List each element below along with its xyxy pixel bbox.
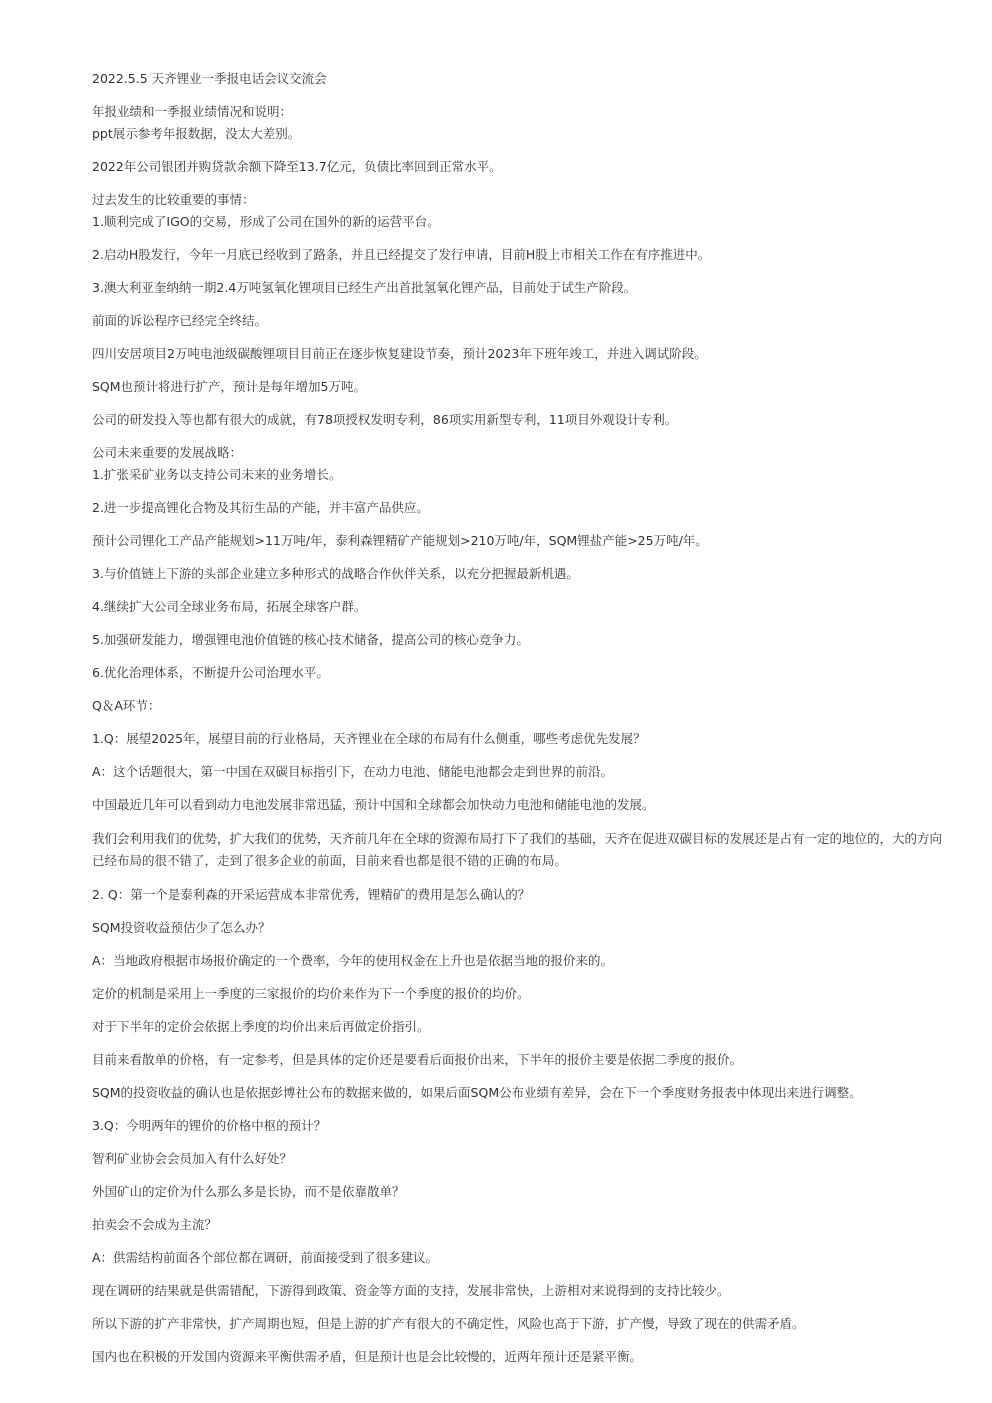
answer: 所以下游的扩产非常快，扩产周期也短，但是上游的扩产有很大的不确定性，风险也高于下游，扩产慢，导致了现在的供需矛盾。 <box>92 1316 805 1331</box>
paragraph: 公司的研发投入等也都有很大的成就，有78项授权发明专利，86项实用新型专利，11项目外观设计专利。 <box>92 412 678 427</box>
section-heading: Q＆A环节： <box>92 698 161 713</box>
document-title: 2022.5.5 天齐锂业一季报电话会议交流会 <box>92 71 327 86</box>
question: 2. Q：第一个是泰利森的开采运营成本非常优秀，锂精矿的费用是怎么确认的？ <box>92 887 531 902</box>
paragraph: 4.继续扩大公司全球业务布局，拓展全球客户群。 <box>92 599 367 614</box>
answer: 对于下半年的定价会依据上季度的均价出来后再做定价指引。 <box>92 1019 430 1034</box>
answer: SQM的投资收益的确认也是依据彭博社公布的数据来做的，如果后面SQM公布业绩有差异，会在下一个季度财务报表中体现出来进行调整。 <box>92 1085 862 1100</box>
answer: 我们会利用我们的优势，扩大我们的优势，天齐前几年在全球的资源布局打下了我们的基础，天齐在促进双碳目标的发展还是占有一定的地位的，大的方向已经布局的很不错了，走到了很多企业的前面，目前来看也都是很不错的正确的布局。 <box>92 831 943 868</box>
answer: A：当地政府根据市场报价确定的一个费率，今年的使用权金在上升也是依据当地的报价来的。 <box>92 953 614 968</box>
question: 3.Q：今明两年的锂价的价格中枢的预计？ <box>92 1118 327 1133</box>
paragraph: 前面的诉讼程序已经完全终结。 <box>92 313 268 328</box>
question: 外国矿山的定价为什么那么多是长协，而不是依靠散单？ <box>92 1184 405 1199</box>
answer: A：这个话题很大，第一中国在双碳目标指引下，在动力电池、储能电池都会走到世界的前沿。 <box>92 764 614 779</box>
paragraph: 1.顺利完成了IGO的交易，形成了公司在国外的新的运营平台。 <box>92 214 440 229</box>
paragraph: 四川安居项目2万吨电池级碳酸锂项目目前正在逐步恢复建设节奏，预计2023年下班年竣工，并进入调试阶段。 <box>92 346 707 361</box>
paragraph: 2022年公司银团并购贷款余额下降至13.7亿元，负债比率回到正常水平。 <box>92 159 502 174</box>
question: SQM投资收益预估少了怎么办？ <box>92 920 271 935</box>
question: 智利矿业协会会员加入有什么好处？ <box>92 1151 293 1166</box>
question: 拍卖会不会成为主流？ <box>92 1217 218 1232</box>
answer: 目前来看散单的价格，有一定参考，但是具体的定价还是要看后面报价出来，下半年的报价主要是依据二季度的报价。 <box>92 1052 743 1067</box>
paragraph: 5.加强研发能力，增强锂电池价值链的核心技术储备，提高公司的核心竞争力。 <box>92 632 529 647</box>
paragraph: 3.澳大利亚奎纳纳一期2.4万吨氢氧化锂项目已经生产出首批氢氧化锂产品，目前处于试生产阶段。 <box>92 280 637 295</box>
paragraph: 1.扩张采矿业务以支持公司未来的业务增长。 <box>92 467 342 482</box>
section-heading: 公司未来重要的发展战略： <box>92 445 243 460</box>
document-body <box>92 69 952 1367</box>
paragraph: 预计公司锂化工产品产能规划>11万吨/年，泰利森锂精矿产能规划>210万吨/年，SQM锂盐产能>25万吨/年。 <box>92 533 708 548</box>
paragraph: 3.与价值链上下游的头部企业建立多种形式的战略合作伙伴关系，以充分把握最新机遇。 <box>92 566 579 581</box>
answer: A：供需结构前面各个部位都在调研，前面接受到了很多建议。 <box>92 1250 439 1265</box>
section-heading: 年报业绩和一季报业绩情况和说明： <box>92 104 293 119</box>
paragraph: 2.进一步提高锂化合物及其衍生品的产能，并丰富产品供应。 <box>92 500 429 515</box>
paragraph: SQM也预计将进行扩产，预计是每年增加5万吨。 <box>92 379 367 394</box>
paragraph: 6.优化治理体系，不断提升公司治理水平。 <box>92 665 329 680</box>
answer: 现在调研的结果就是供需错配，下游得到政策、资金等方面的支持，发展非常快，上游相对来说得到的支持比较少。 <box>92 1283 730 1298</box>
paragraph: ppt展示参考年报数据，没太大差别。 <box>92 126 301 141</box>
question: 1.Q：展望2025年，展望目前的行业格局，天齐锂业在全球的布局有什么侧重，哪些考虑优先发展？ <box>92 731 646 746</box>
answer: 中国最近几年可以看到动力电池发展非常迅猛，预计中国和全球都会加快动力电池和储能电池的发展。 <box>92 797 655 812</box>
answer: 国内也在积极的开发国内资源来平衡供需矛盾，但是预计也是会比较慢的，近两年预计还是紧平衡。 <box>92 1349 643 1364</box>
section-heading: 过去发生的比较重要的事情： <box>92 192 255 207</box>
answer: 定价的机制是采用上一季度的三家报价的均价来作为下一个季度的报价的均价。 <box>92 986 530 1001</box>
paragraph: 2.启动H股发行，今年一月底已经收到了路条，并且已经提交了发行申请，目前H股上市相关工作在有序推进中。 <box>92 247 711 262</box>
